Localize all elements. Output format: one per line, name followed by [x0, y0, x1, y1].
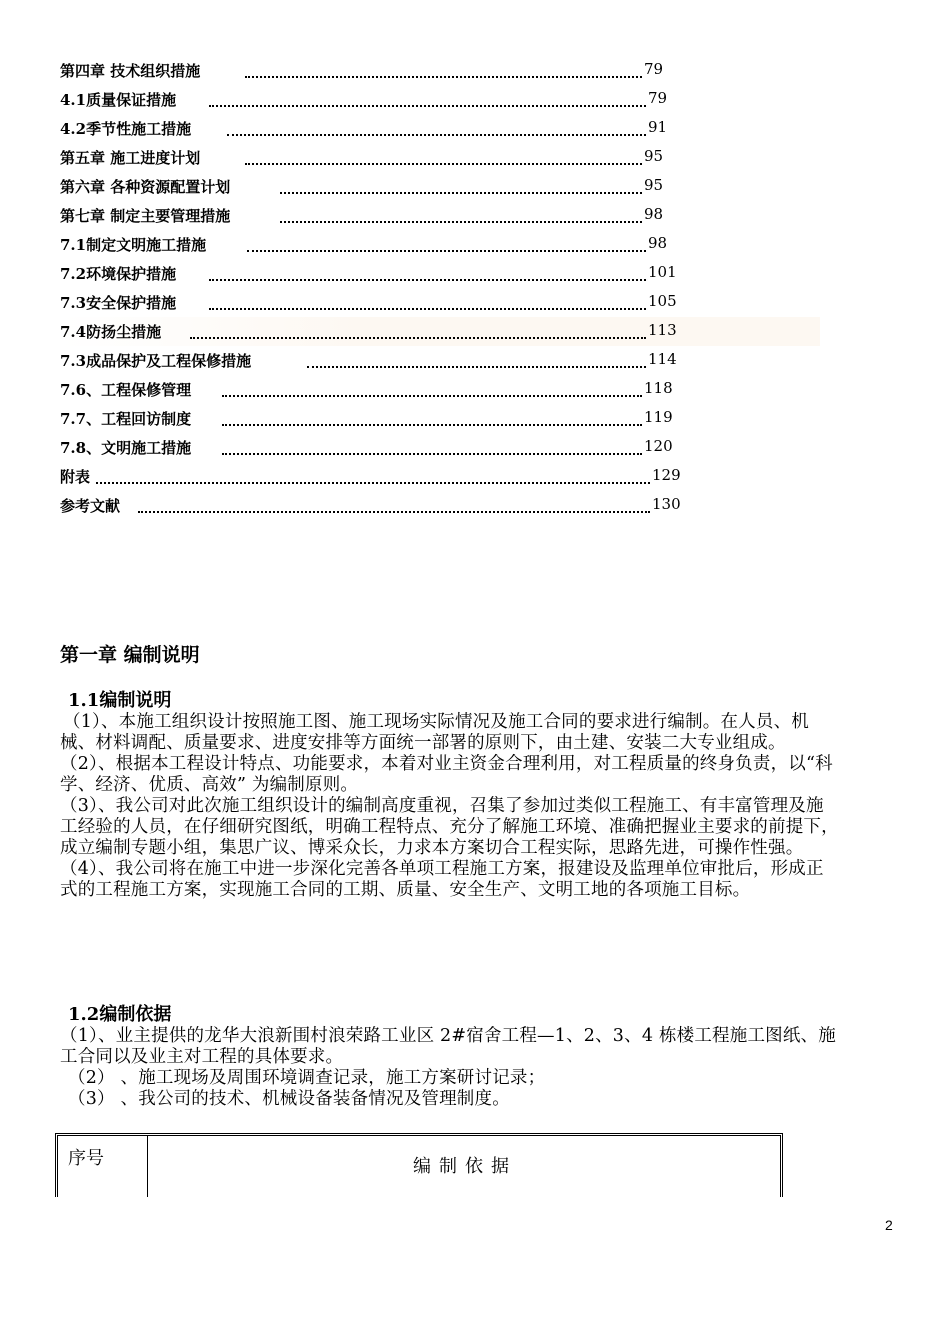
toc-leader-dots	[190, 323, 646, 339]
chapter-title: 第一章 编制说明	[60, 644, 200, 666]
toc-entry[interactable]	[60, 56, 820, 85]
toc-entry-title: 7.3成品保护及工程保修措施	[60, 352, 252, 370]
toc-entry-title: 第七章 制定主要管理措施	[60, 207, 231, 225]
toc-entry-page: 119	[644, 408, 673, 426]
toc-entry[interactable]	[60, 491, 820, 520]
toc-entry[interactable]	[60, 317, 820, 346]
toc-leader-dots	[247, 236, 646, 252]
toc-entry-title: 附表	[60, 468, 91, 486]
paragraph: （1）、本施工组织设计按照施工图、施工现场实际情况及施工合同的要求进行编制。在人员、机械、材料调配、质量要求、进度安排等方面统一部署的原则下，由土建、安装二大专业组成。	[60, 712, 809, 753]
toc-entry-page: 114	[648, 350, 677, 368]
toc-entry[interactable]	[60, 85, 820, 114]
toc-leader-dots	[245, 62, 642, 78]
paragraph: （2） 、施工现场及周围环境调查记录，施工方案研讨记录；	[68, 1068, 546, 1088]
section-heading: 1.1编制说明	[68, 690, 172, 711]
toc-entry-title: 4.1质量保证措施	[60, 91, 177, 109]
table-header-index: 序号	[58, 1136, 148, 1197]
toc-entry-title: 第五章 施工进度计划	[60, 149, 201, 167]
toc-leader-dots	[138, 497, 650, 513]
toc-entry[interactable]	[60, 114, 820, 143]
paragraph: （3）、我公司对此次施工组织设计的编制高度重视，召集了参加过类似工程施工、有丰富管理及施工经验的人员，在仔细研究图纸，明确工程特点、充分了解施工环境、准确把握业主要求的前提下，成立编制专题小组，集思广议、博采众长，力求本方案切合工程实际，思路先进，可操作性强。	[60, 796, 839, 858]
page-number: 2	[885, 1217, 893, 1233]
toc-leader-dots	[280, 207, 642, 223]
toc-entry[interactable]	[60, 346, 820, 375]
section-heading: 1.2编制依据	[68, 1004, 172, 1025]
toc-entry-page: 113	[648, 321, 677, 339]
paragraph: （3） 、我公司的技术、机械设备装备情况及管理制度。	[68, 1089, 510, 1109]
toc-entry-title: 7.2环境保护措施	[60, 265, 177, 283]
section-1-2	[60, 1000, 840, 1110]
toc-leader-dots	[209, 265, 646, 281]
toc-entry[interactable]	[60, 375, 820, 404]
toc-entry-page: 79	[644, 60, 664, 78]
toc-leader-dots	[96, 468, 650, 484]
table-header-basis: 编制依据	[413, 1156, 517, 1177]
paragraph: （4）、我公司将在施工中进一步深化完善各单项工程施工方案，报建设及监理单位审批后，形成正式的工程施工方案，实现施工合同的工期、质量、安全生产、文明工地的各项施工目标。	[60, 859, 824, 900]
toc-leader-dots	[222, 439, 642, 455]
toc-entry[interactable]	[60, 404, 820, 433]
toc-leader-dots	[222, 410, 642, 426]
toc-entry-page: 95	[644, 176, 664, 194]
toc-entry-page: 118	[644, 379, 673, 397]
toc-entry-title: 7.7、工程回访制度	[60, 410, 192, 428]
toc-entry[interactable]	[60, 230, 820, 259]
toc-entry-page: 79	[648, 89, 668, 107]
toc-entry-page: 101	[648, 263, 677, 281]
toc-entry[interactable]	[60, 462, 820, 491]
toc-entry[interactable]	[60, 172, 820, 201]
toc-entry[interactable]	[60, 259, 820, 288]
toc-entry-page: 98	[648, 234, 668, 252]
toc-entry[interactable]	[60, 288, 820, 317]
toc-entry-page: 129	[652, 466, 681, 484]
toc-entry-title: 第六章 各种资源配置计划	[60, 178, 231, 196]
toc-entry-title: 7.1制定文明施工措施	[60, 236, 207, 254]
toc-entry[interactable]	[60, 143, 820, 172]
toc-entry[interactable]	[60, 433, 820, 462]
toc-leader-dots	[307, 352, 646, 368]
toc-entry-page: 91	[648, 118, 668, 136]
paragraph: （2）、根据本工程设计特点、功能要求，本着对业主资金合理利用，对工程质量的终身负责，以“科学、经济、优质、高效” 为编制原则。	[60, 754, 833, 795]
toc-leader-dots	[222, 381, 642, 397]
toc-entry-title: 参考文献	[60, 497, 121, 515]
toc-entry-title: 7.4防扬尘措施	[60, 323, 162, 341]
toc-entry-page: 98	[644, 205, 664, 223]
toc-leader-dots	[245, 149, 642, 165]
toc-entry[interactable]	[60, 201, 820, 230]
toc-entry-title: 第四章 技术组织措施	[60, 62, 201, 80]
toc-entry-title: 7.8、文明施工措施	[60, 439, 192, 457]
paragraph: （1）、业主提供的龙华大浪新围村浪荣路工业区 2#宿舍工程—1、2、3、4 栋楼工程施工图纸、施工合同以及业主对工程的具体要求。	[60, 1026, 836, 1067]
toc-leader-dots	[280, 178, 642, 194]
toc-leader-dots	[209, 294, 646, 310]
toc-leader-dots	[209, 91, 646, 107]
table-of-contents	[60, 56, 820, 520]
toc-entry-page: 130	[652, 495, 681, 513]
section-1-1	[60, 686, 840, 901]
toc-entry-page: 105	[648, 292, 677, 310]
toc-entry-page: 95	[644, 147, 664, 165]
toc-entry-title: 4.2季节性施工措施	[60, 120, 192, 138]
basis-table	[55, 1133, 783, 1197]
toc-entry-title: 7.3安全保护措施	[60, 294, 177, 312]
toc-entry-title: 7.6、工程保修管理	[60, 381, 192, 399]
toc-entry-page: 120	[644, 437, 673, 455]
toc-leader-dots	[227, 120, 646, 136]
